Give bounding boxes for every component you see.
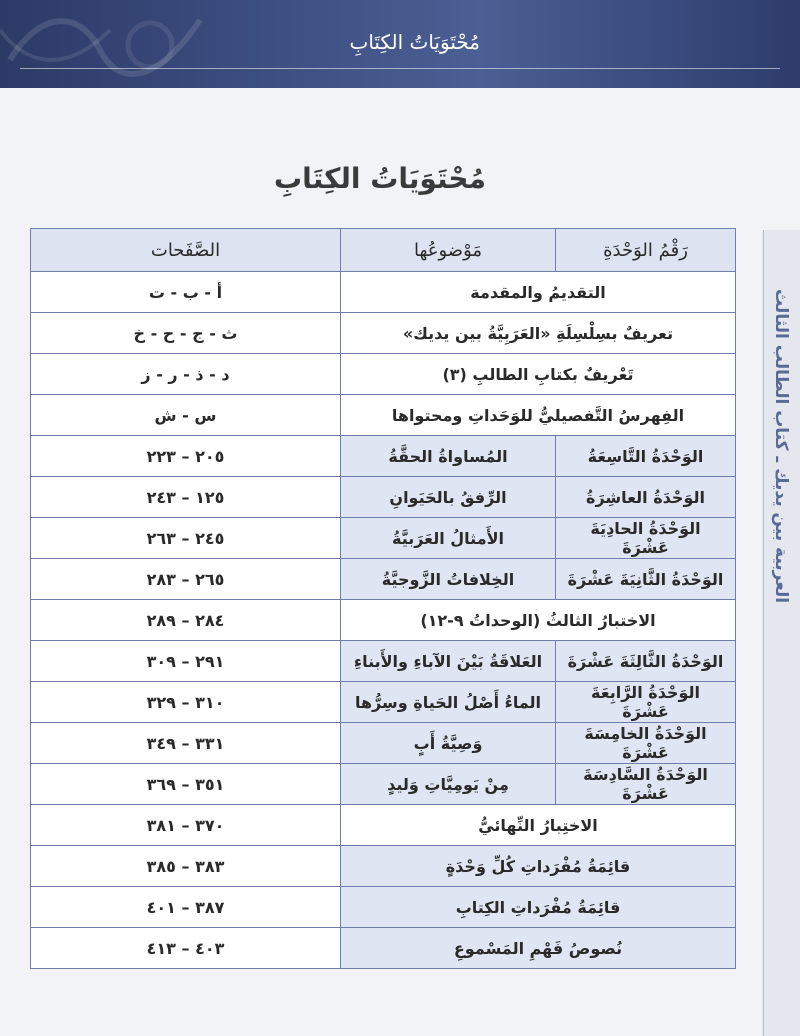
table-row <box>31 805 736 846</box>
row-topic: قائِمَةُ مُفْرَداتِ كُلِّ وَحْدَةٍ <box>341 846 736 887</box>
row-pages: ٢٠٥ – ٢٢٣ <box>31 436 341 477</box>
row-unit: الوَحْدَةُ الثَّانِيَةَ عَشْرَةَ <box>556 559 736 600</box>
calligraphy-ornament-icon <box>0 0 230 88</box>
row-pages: ٣٣١ – ٣٤٩ <box>31 723 341 764</box>
table-row <box>31 641 736 682</box>
table-row <box>31 928 736 969</box>
row-pages: ٢٩١ – ٣٠٩ <box>31 641 341 682</box>
row-pages: د - ذ - ر - ز <box>31 354 341 395</box>
row-topic: نُصوصُ فَهْمِ المَسْموعِ <box>341 928 736 969</box>
row-topic: الماءُ أَصْلُ الحَياةِ وسِرُّها <box>341 682 556 723</box>
row-unit: الوَحْدَةُ السَّادِسَةَ عَشْرَةَ <box>556 764 736 805</box>
row-topic: الخِلافاتُ الزَّوجيَّةُ <box>341 559 556 600</box>
row-pages: ٤٠٣ – ٤١٣ <box>31 928 341 969</box>
table-row <box>31 723 736 764</box>
row-topic: قائِمَةُ مُفْرَداتِ الكِتابِ <box>341 887 736 928</box>
row-topic: الاختِبارُ النِّهائيُّ <box>341 805 736 846</box>
header-banner <box>0 0 800 88</box>
row-topic: الرِّفقُ بالحَيَوانِ <box>341 477 556 518</box>
row-pages: ٢٦٥ – ٢٨٣ <box>31 559 341 600</box>
table-row <box>31 272 736 313</box>
row-pages: ٢٤٥ – ٢٦٣ <box>31 518 341 559</box>
row-topic: المُساواةُ الحقَّةُ <box>341 436 556 477</box>
row-topic: تَعْريفٌ بكتابِ الطالبِ (٣) <box>341 354 736 395</box>
table-row <box>31 354 736 395</box>
table-row <box>31 764 736 805</box>
row-unit: الوَحْدَةُ الحادِيَةَ عَشْرَةَ <box>556 518 736 559</box>
table-row <box>31 887 736 928</box>
row-topic: تعريفٌ بسِلْسِلَةِ «العَرَبِيَّةُ بين يديك» <box>341 313 736 354</box>
row-pages: س - ش <box>31 395 341 436</box>
row-pages: أ - ب - ت <box>31 272 341 313</box>
row-unit: الوَحْدَةُ الثَّالِثَةَ عَشْرَةَ <box>556 641 736 682</box>
row-topic: الأَمثالُ العَرَبيَّةُ <box>341 518 556 559</box>
table-header-row <box>31 229 736 272</box>
table-row <box>31 846 736 887</box>
row-topic: مِنْ يَومِيَّاتِ وَليدٍ <box>341 764 556 805</box>
table-row <box>31 477 736 518</box>
table-row <box>31 682 736 723</box>
row-pages: ٣٧٠ – ٣٨١ <box>31 805 341 846</box>
side-label <box>762 236 800 656</box>
header-title: مُحْتَوَيَاتُ الكِتَابِ <box>349 30 480 54</box>
row-topic: وَصِيَّةُ أَبٍ <box>341 723 556 764</box>
row-unit: الوَحْدَةُ الرَّابِعَةَ عَشْرَةَ <box>556 682 736 723</box>
row-unit: الوَحْدَةُ الخامِسَةَ عَشْرَةَ <box>556 723 736 764</box>
column-header-pages: الصَّفَحات <box>31 229 341 272</box>
row-pages: ٣١٠ – ٣٢٩ <box>31 682 341 723</box>
row-pages: ٣٨٣ – ٣٨٥ <box>31 846 341 887</box>
row-topic: العَلاقَةُ بَيْنَ الآباءِ والأَبناءِ <box>341 641 556 682</box>
row-unit: الوَحْدَةُ العاشِرَةُ <box>556 477 736 518</box>
column-header-unit: رَقْمُ الوَحْدَةِ <box>556 229 736 272</box>
table-row <box>31 436 736 477</box>
side-label-text: العربية بين يديك ـ كتاب الطالب الثالث <box>771 288 791 604</box>
table-row <box>31 559 736 600</box>
table-row <box>31 600 736 641</box>
header-divider <box>20 68 780 69</box>
row-pages: ٣٥١ – ٣٦٩ <box>31 764 341 805</box>
column-header-topic: مَوْضوعُها <box>341 229 556 272</box>
row-pages: ث - ج - ح - خ <box>31 313 341 354</box>
row-topic: التقديمُ والمقدمة <box>341 272 736 313</box>
table-row <box>31 395 736 436</box>
contents-table <box>30 228 736 969</box>
row-pages: ١٢٥ – ٢٤٣ <box>31 477 341 518</box>
row-pages: ٢٨٤ – ٢٨٩ <box>31 600 341 641</box>
row-topic: الفِهرسُ التَّفصيليُّ للوَحَداتِ ومحتواها <box>341 395 736 436</box>
table-row <box>31 313 736 354</box>
row-unit: الوَحْدَةُ التَّاسِعَةُ <box>556 436 736 477</box>
page-title: مُحْتَوَيَاتُ الكِتَابِ <box>274 162 486 195</box>
row-pages: ٣٨٧ – ٤٠١ <box>31 887 341 928</box>
row-topic: الاختبارُ الثالثُ (الوحداتُ ٩-١٢) <box>341 600 736 641</box>
table-row <box>31 518 736 559</box>
